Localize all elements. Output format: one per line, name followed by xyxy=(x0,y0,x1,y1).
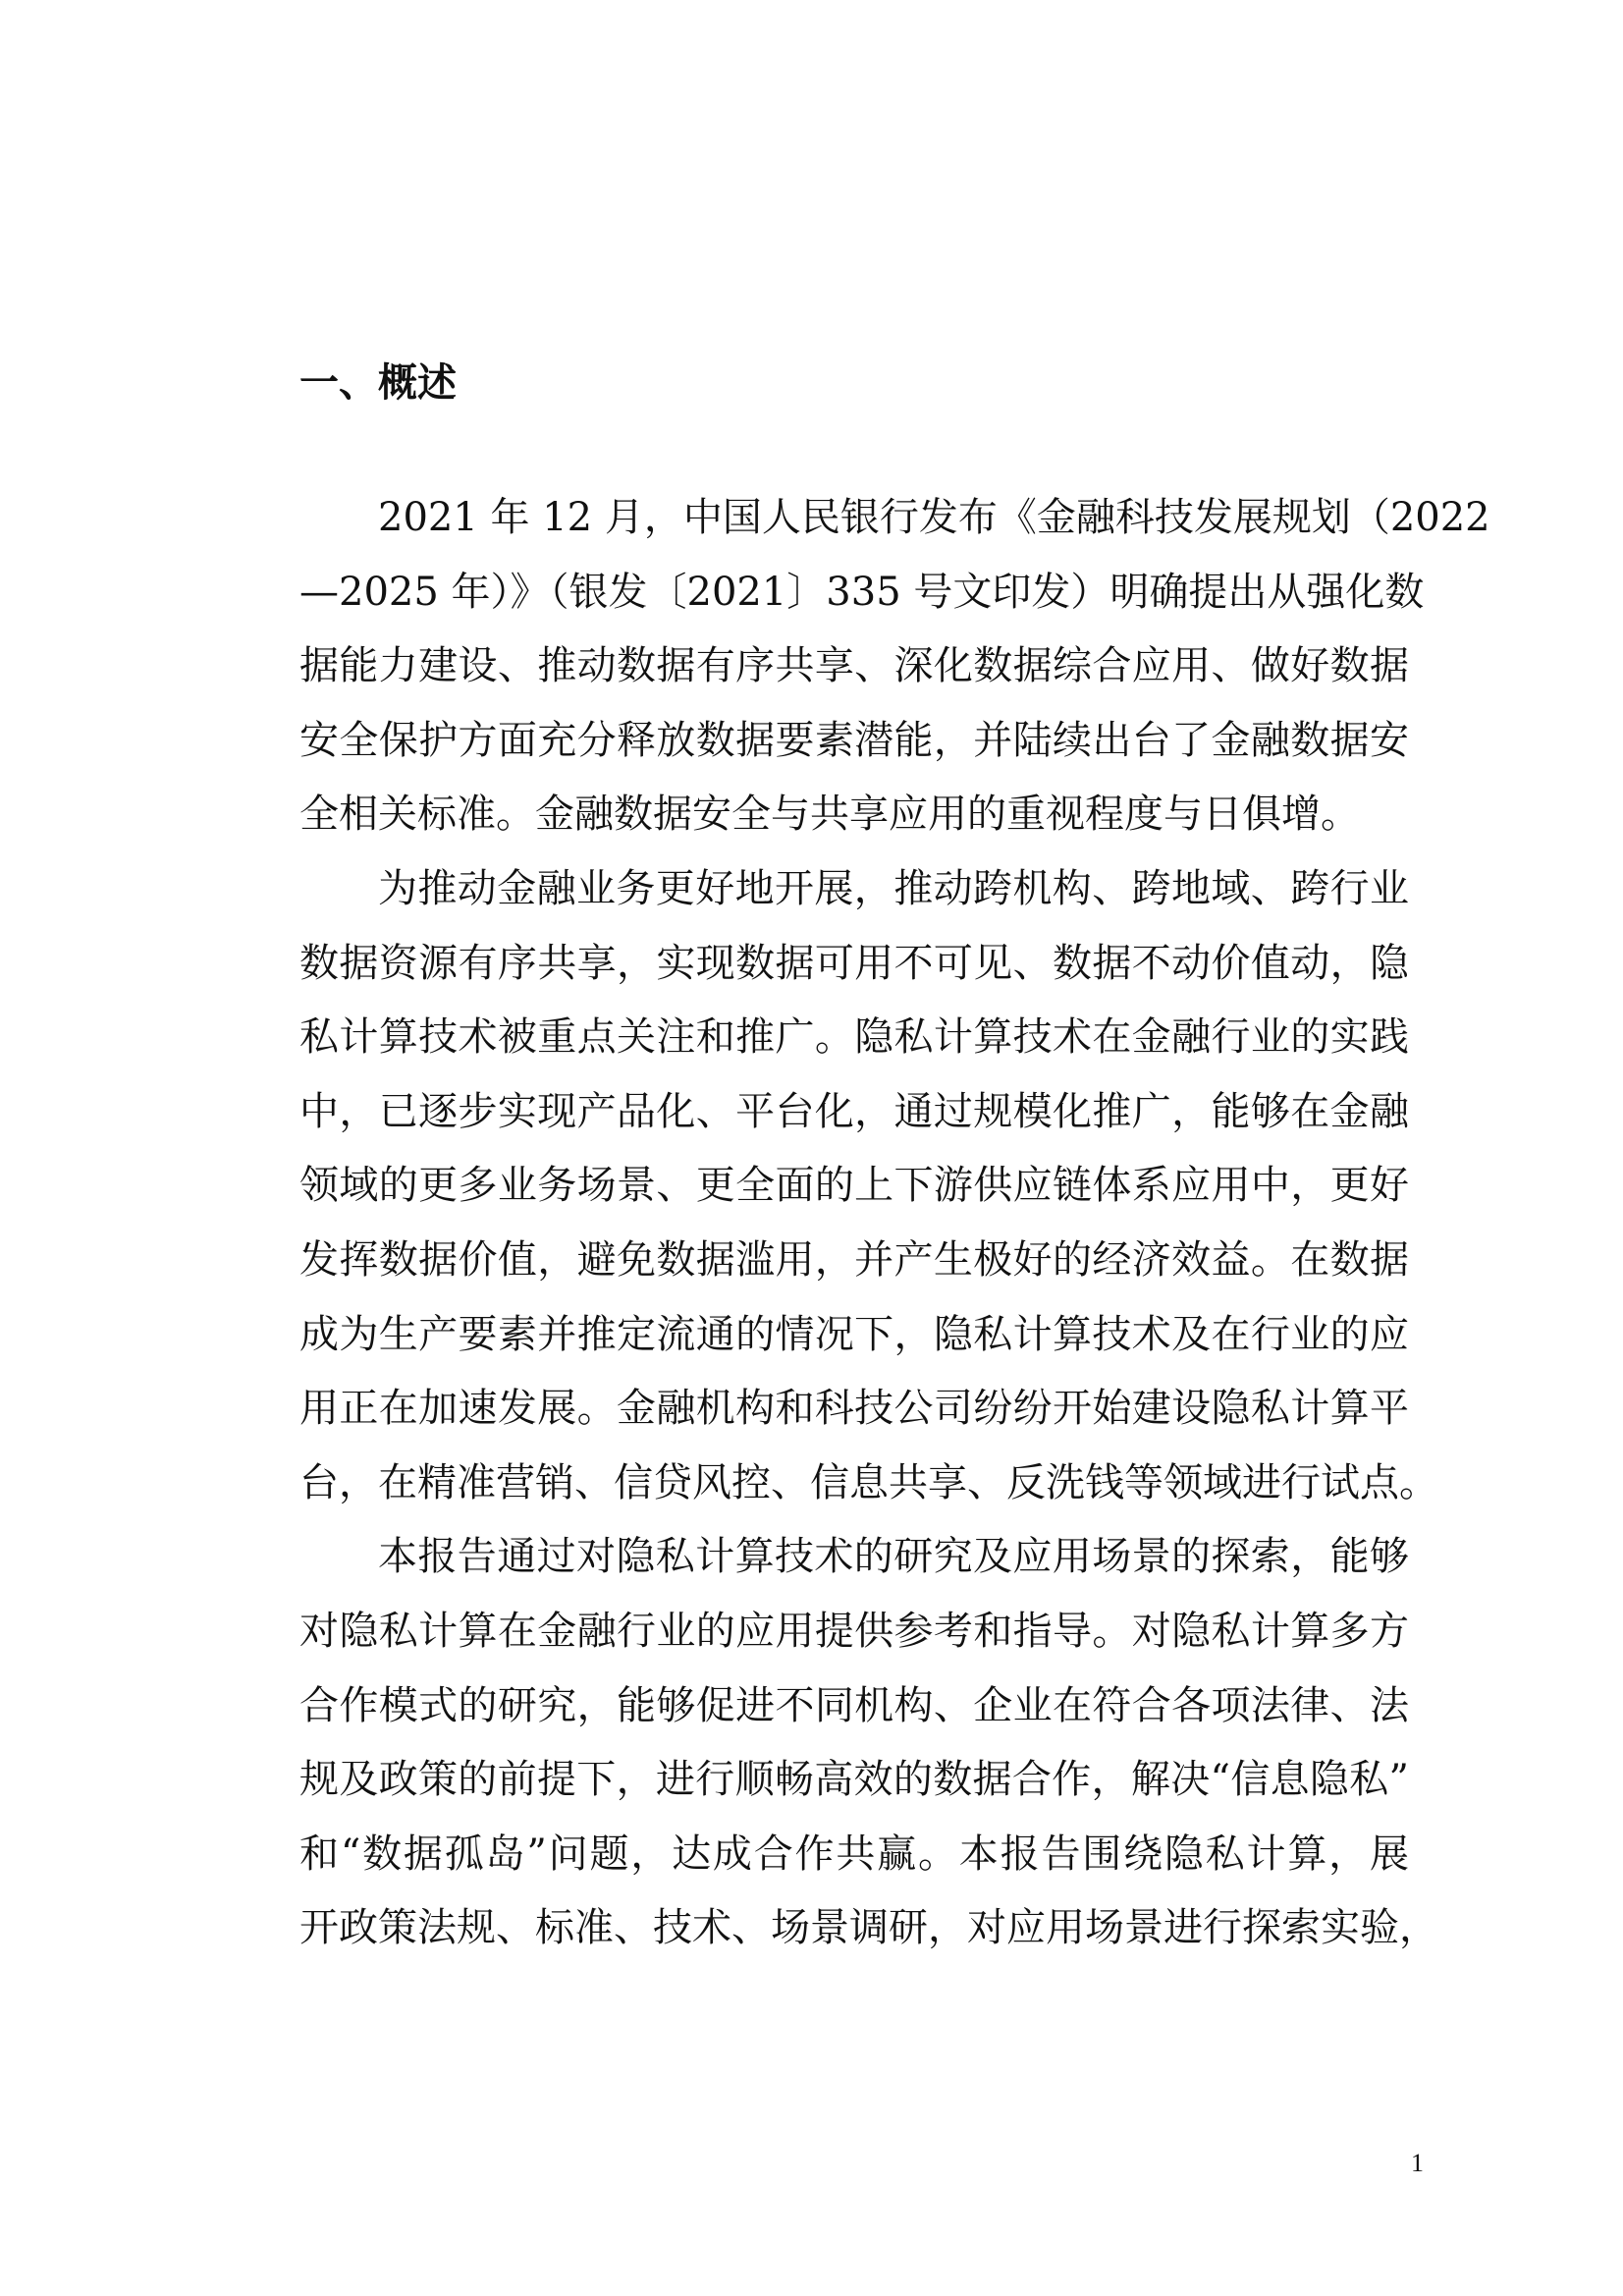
text-line: —2025 年）》（银发〔2021〕335 号文印发）明确提出从强化数 xyxy=(299,569,1425,615)
text-line: 合作模式的研究，能够促进不同机构、企业在符合各项法律、法 xyxy=(299,1682,1409,1728)
text-line: 开政策法规、标准、技术、场景调研，对应用场景进行探索实验， xyxy=(299,1905,1438,1951)
text-line: 据能力建设、推动数据有序共享、深化数据综合应用、做好数据 xyxy=(299,643,1409,689)
body-text xyxy=(299,481,1490,1966)
text-line: 规及政策的前提下，进行顺畅高效的数据合作，解决“信息隐私” xyxy=(299,1757,1409,1803)
page-number: 1 xyxy=(1411,2149,1424,2177)
text-line: 发挥数据价值，避免数据滥用，并产生极好的经济效益。在数据 xyxy=(299,1236,1409,1283)
paragraph-3 xyxy=(299,1520,1438,1966)
text-line: 全相关标准。金融数据安全与共享应用的重视程度与日俱增。 xyxy=(299,792,1360,838)
text-line: 领域的更多业务场景、更全面的上下游供应链体系应用中，更好 xyxy=(299,1163,1409,1209)
section-heading: 一、概述 xyxy=(299,360,457,406)
text-line: 台，在精准营销、信贷风控、信息共享、反洗钱等领域进行试点。 xyxy=(299,1459,1438,1505)
text-line: 数据资源有序共享，实现数据可用不可见、数据不动价值动，隐 xyxy=(299,940,1409,986)
text-line: 私计算技术被重点关注和推广。隐私计算技术在金融行业的实践 xyxy=(299,1014,1409,1061)
text-line: 中，已逐步实现产品化、平台化，通过规模化推广，能够在金融 xyxy=(299,1088,1409,1134)
text-line: 对隐私计算在金融行业的应用提供参考和指导。对隐私计算多方 xyxy=(299,1608,1409,1654)
text-line: 和“数据孤岛”问题，达成合作共赢。本报告围绕隐私计算，展 xyxy=(299,1831,1409,1877)
text-line: 成为生产要素并推定流通的情况下，隐私计算技术及在行业的应 xyxy=(299,1311,1409,1357)
text-line: 2021 年 12 月，中国人民银行发布《金融科技发展规划（2022 xyxy=(378,495,1490,540)
text-line: 本报告通过对隐私计算技术的研究及应用场景的探索，能够 xyxy=(378,1534,1409,1580)
text-line: 用正在加速发展。金融机构和科技公司纷纷开始建设隐私计算平 xyxy=(299,1386,1409,1432)
text-line: 安全保护方面充分释放数据要素潜能，并陆续出台了金融数据安 xyxy=(299,717,1409,763)
paragraph-1 xyxy=(299,481,1490,852)
paragraph-2 xyxy=(299,852,1438,1520)
text-line: 为推动金融业务更好地开展，推动跨机构、跨地域、跨行业 xyxy=(378,865,1409,911)
